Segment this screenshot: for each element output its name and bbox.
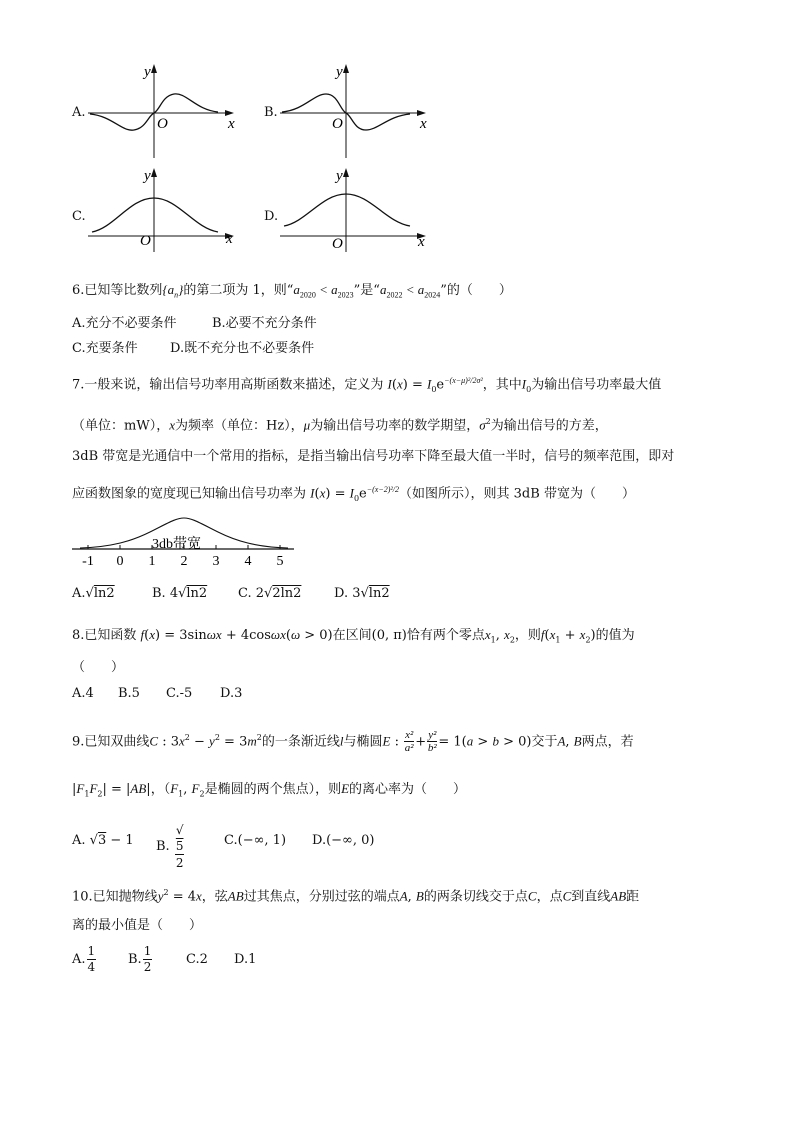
q7-tick-label: 3 [212,554,220,569]
q5-option-d-label: D. [264,209,279,224]
q6-option-b: B.必要不充分条件 [212,316,317,331]
q10-option-b: B. $\frac{1}{2}$ [128,944,152,974]
q10-option-c: C.2 [186,952,208,967]
q5-a-origin: O [157,116,168,132]
q9-option-b: B. √ 5 2 [156,823,184,870]
q5-graph-options [0,0,794,270]
q7-line-2: （单位：mW），x为频率（单位：Hz），μ为输出信号功率的数学期望，$\sigma^2$为输出信号的方差， [72,417,608,434]
q7-tick-label: -1 [82,554,94,569]
q7-tick-label: 4 [244,554,252,569]
q10-line-2: 离的最小值是（ ） [72,918,203,933]
q10-stem: 10.已知抛物线$y^2 = 4x$，弦AB过其焦点，分别过弦的端点A, B的两条切线交于点C，点C到直线AB距 [72,888,640,905]
q5-graph-d [276,164,436,254]
q6-option-c: C.充要条件 [72,341,138,356]
q9-option-a: A. √3 − 1 [72,833,134,848]
q6-option-a: A.充分不必要条件 [72,316,177,331]
q7-tick-label: 1 [148,554,156,569]
q8-option-a: A.4 [72,686,94,701]
q9-option-c: C.(−∞, 1) [224,833,287,848]
q5-a-axis-y: y [144,64,151,80]
q7-figure-label: 3db带宽 [152,537,201,552]
q7-tick-label: 2 [180,554,188,569]
q7-option-c: C. 2√2ln2 [238,586,302,601]
q8-option-d: D.3 [220,686,243,701]
q8-stem: 8.已知函数 f(x) = 3sinωx + 4cosωx(ω > 0)在区间(0, π)恰有两个零点$x_1$, $x_2$，则$f(x_1 + x_2)$的值为 [72,627,635,645]
q5-graph-c [84,164,244,254]
q7-tick-label: 0 [116,554,124,569]
q9-line-2: $|F_1F_2| = |AB|$，（$F_1$, $F_2$是椭圆的两个焦点），则E的离心率为（ ） [72,781,467,799]
q5-option-a-label: A. [72,105,86,120]
q9-option-d: D.(−∞, 0) [312,833,375,848]
q5-c-origin: O [140,233,151,249]
q5-d-origin: O [332,236,343,252]
q5-b-origin: O [332,116,343,132]
q8-paren: （ ） [72,660,125,675]
q5-graph-b [276,60,436,160]
q7-line-4: 应函数图象的宽度现已知输出信号功率为 $I(x) = I_0e^{-(x-2)^2/2}$（如图所示），则其 3dB 带宽为（ ） [72,485,635,503]
q8-option-b: B.5 [118,686,140,701]
q5-option-b-label: B. [264,105,278,120]
q7-line-3: 3dB 带宽是光通信中一个常用的指标，是指当输出信号功率下降至最大值一半时，信号的频率范围，即对 [72,449,675,464]
q5-a-axis-x: x [228,116,235,132]
q7-option-b: B. 4√ln2 [152,586,208,601]
q10-option-d: D.1 [234,952,257,967]
q6-option-d: D.既不充分也不必要条件 [170,341,315,356]
q5-b-axis-x: x [420,116,427,132]
q5-option-c-label: C. [72,209,86,224]
q7-line-1: 7.一般来说，输出信号功率用高斯函数来描述，定义为 $I(x) = I_0e^{-(x-\mu)^2/2\sigma^2}$，其中$I_0$为输出信号功率最大值 [72,376,662,394]
q5-d-axis-y: y [336,168,343,184]
q7-option-a: A.√ln2 [72,586,115,601]
q9-stem: 9.已知双曲线C : $3x^2 - y^2 = 3m^2$的一条渐近线l与椭圆E : $\frac{\text{x²}}{\text{a²}}$ + $\frac{\text{y²}}{\text{b²}}$ = 1(a > b > 0)交于A, B两点，若 [72,729,634,755]
q5-graph-a [84,60,244,160]
q7-tick-label: 5 [276,554,284,569]
q5-c-axis-y: y [144,168,151,184]
q5-d-axis-x: x [418,234,425,250]
q5-c-axis-x: x [226,231,233,247]
q6-stem: 6.已知等比数列$\{a_n\}$的第二项为 1，则“$a_{2020} < a_{2023}$”是“$a_{2022} < a_{2024}$”的（ ） [72,282,512,300]
q8-option-c: C.-5 [166,686,193,701]
q7-option-d: D. 3√ln2 [334,586,390,601]
q5-b-axis-y: y [336,64,343,80]
q10-option-a: A. $\frac{1}{4}$ [72,944,96,974]
q7-bandwidth-figure [72,512,302,572]
